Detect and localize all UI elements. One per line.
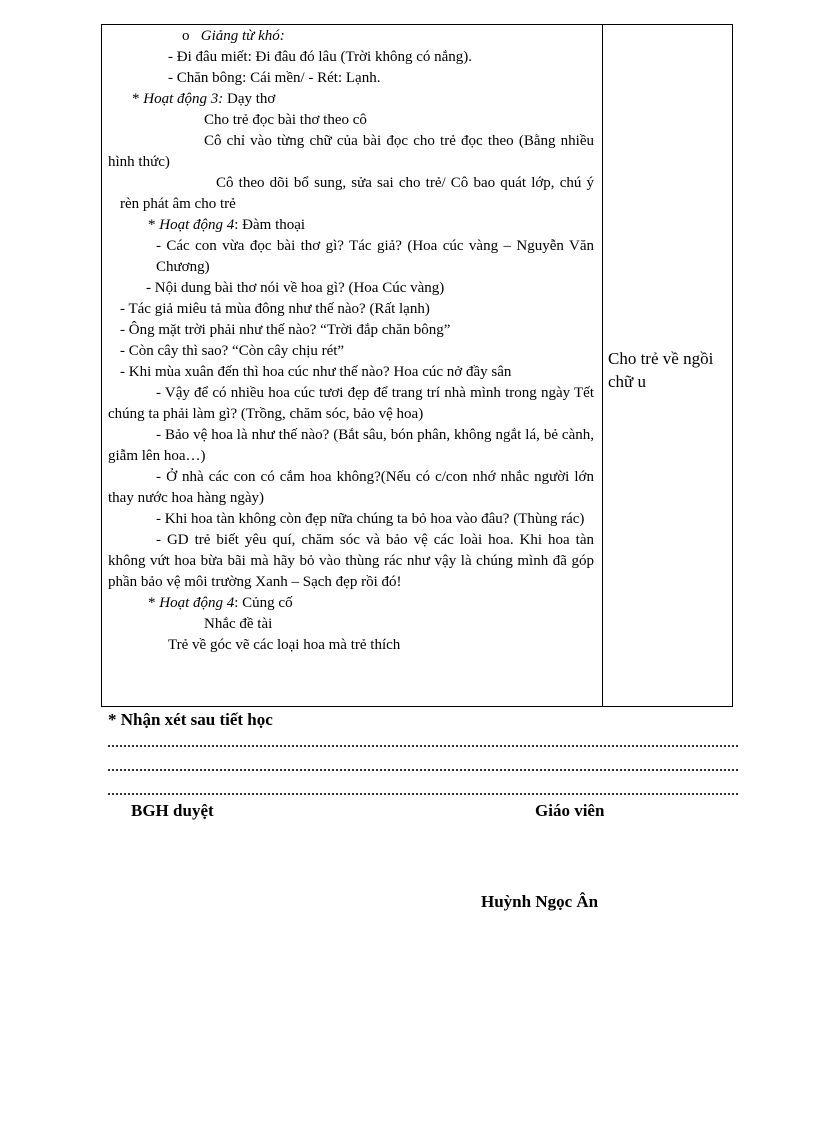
column-divider	[602, 25, 603, 706]
lesson-line: - Các con vừa đọc bài thơ gì? Tác giả? (Hoa cúc vàng – Nguyễn Văn Chương)	[156, 238, 594, 275]
review-heading: * Nhận xét sau tiết học	[108, 710, 273, 729]
lesson-line: - Khi mùa xuân đến thì hoa cúc như thế nào? Hoa cúc nở đầy sân	[120, 364, 512, 380]
activity-heading: * Hoạt động 4: Đàm thoại	[148, 217, 306, 233]
vocab-heading: o Giảng từ khó:	[182, 28, 285, 44]
lesson-line: Trẻ về góc vẽ các loại hoa mà trẻ thích	[168, 637, 401, 653]
lesson-line: Nhắc đề tài	[204, 616, 273, 632]
activity-heading: * Hoạt động 4: Củng cố	[148, 595, 293, 611]
lesson-table	[101, 24, 733, 707]
lesson-line: Cô chỉ vào từng chữ của bài đọc cho trẻ đọc theo (Bằng nhiều hình thức)	[108, 133, 594, 170]
teacher-name: Huỳnh Ngọc Ân	[481, 892, 599, 911]
lesson-line: - Tác giả miêu tả mùa đông như thế nào? (Rất lạnh)	[120, 301, 430, 317]
lesson-line: - Ông mặt trời phải như thế nào? “Trời đắp chăn bông”	[120, 322, 451, 338]
lesson-line: - Chăn bông: Cái mền/ - Rét: Lạnh.	[168, 70, 381, 86]
lesson-content	[108, 26, 594, 656]
lesson-line: - Nội dung bài thơ nói về hoa gì? (Hoa Cúc vàng)	[146, 280, 445, 296]
lesson-line: - Đi đâu miết: Đi đâu đó lâu (Trời không có nắng).	[168, 49, 472, 65]
lesson-line: - Bảo vệ hoa là như thế nào? (Bắt sâu, bón phân, không ngắt lá, bẻ cành, giẫm lên hoa…)	[108, 427, 594, 464]
lesson-line: - GD trẻ biết yêu quí, chăm sóc và bảo vệ các loài hoa. Khi hoa tàn không vứt hoa bừa bãi mà hãy bỏ vào thùng rác như vậy là chúng mình đã góp phần bảo vệ môi trường Xanh – Sạch đẹp rồi đó!	[108, 532, 594, 590]
activity-heading: * Hoạt động 3: Dạy thơ	[132, 91, 276, 107]
lesson-line: Cô theo dõi bổ sung, sửa sai cho trẻ/ Cô bao quát lớp, chú ý rèn phát âm cho trẻ	[120, 175, 594, 212]
dotted-line	[107, 745, 740, 747]
teacher-label: Giáo viên	[535, 801, 605, 820]
lesson-line: Cho trẻ đọc bài thơ theo cô	[204, 112, 367, 128]
lesson-line: - Còn cây thì sao? “Còn cây chịu rét”	[120, 343, 345, 359]
principal-approval-label: BGH duyệt	[131, 801, 214, 820]
lesson-line: - Vậy để có nhiều hoa cúc tươi đẹp để trang trí nhà mình trong ngày Tết chúng ta phải làm gì? (Trồng, chăm sóc, bảo vệ hoa)	[108, 385, 594, 422]
dotted-line	[107, 793, 740, 795]
lesson-line: - Ở nhà các con có cắm hoa không?(Nếu có c/con nhớ nhắc người lớn thay nước hoa hàng ngày)	[108, 469, 594, 506]
lesson-line: - Khi hoa tàn không còn đẹp nữa chúng ta bỏ hoa vào đâu? (Thùng rác)	[156, 511, 585, 527]
dotted-line	[107, 769, 740, 771]
right-column-note: Cho trẻ về ngồi chữ u	[608, 349, 714, 391]
